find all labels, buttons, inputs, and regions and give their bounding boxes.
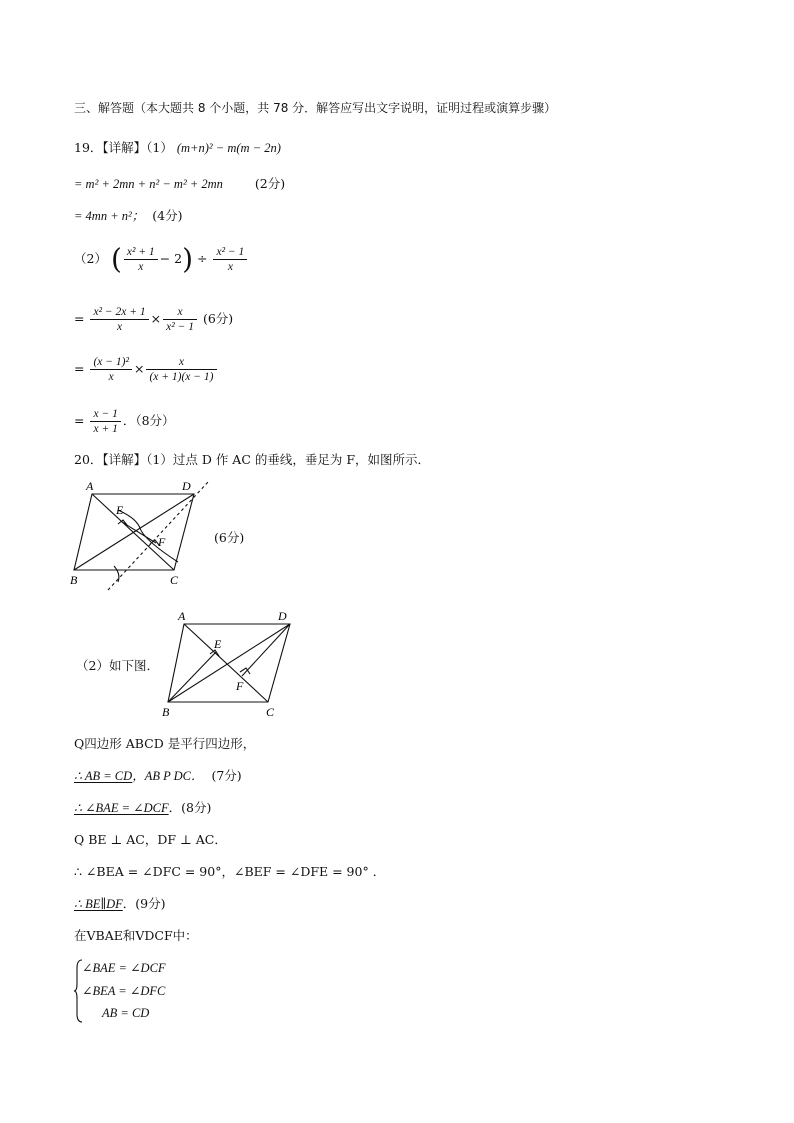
fig2-label-e: E bbox=[214, 637, 222, 651]
fig1-label-e: E bbox=[116, 503, 124, 517]
brace-row-2: ∠BEA = ∠DFC bbox=[82, 984, 166, 998]
q19-step2-line bbox=[74, 208, 182, 224]
q19-step2: = 4mn + n²； bbox=[74, 209, 145, 223]
fig1-label-d: D bbox=[182, 479, 191, 493]
fig2-label-c: C bbox=[266, 705, 275, 719]
q20-proof-6: ∴ BE∥DF．(9分) bbox=[74, 896, 166, 911]
q19-step1-line bbox=[74, 176, 285, 192]
fig1-label-c: C bbox=[170, 573, 179, 587]
q19-part2-line: （2） ( $\frac{\text{x² + 1}}{x}$ − 2) ÷ $\frac{\text{x² − 1}}{x}$ bbox=[74, 242, 249, 276]
figure-2-parallelogram bbox=[158, 606, 298, 722]
q19-expr1: (m+n)² − m(m − 2n) bbox=[176, 141, 281, 155]
frac-b: $\frac{\text{x² − 1}}{x}$ bbox=[213, 245, 247, 274]
q19-line bbox=[74, 140, 281, 156]
brace-row-1: ∠BAE = ∠DCF bbox=[82, 961, 166, 975]
q19-step3-line: = $\frac{\text{x² − 2x + 1}}{x}$ × $\frac{x}{\text{x² − 1}}$ (6分) bbox=[74, 306, 234, 333]
q19-step5-line: = $\frac{x - 1}{x + 1}$ ．（8分） bbox=[74, 408, 175, 435]
fig2-label-f: F bbox=[236, 679, 244, 693]
fig2-label-a: A bbox=[178, 609, 186, 623]
q19-part2-label: （2） bbox=[74, 251, 107, 266]
section-heading: 三、解答题（本大题共 8 个小题，共 78 分．解答应写出文字说明，证明过程或演算步骤） bbox=[74, 101, 557, 115]
fig1-score: (6分) bbox=[214, 530, 245, 545]
q19-label: 19．【详解】（1） bbox=[74, 140, 173, 155]
fig2-label-d: D bbox=[278, 609, 287, 623]
q19-step4-line: = $\frac{\text{(x − 1)²}}{x}$ × $\frac{x}{(x + 1)(x - 1)}$ bbox=[74, 352, 219, 386]
fig1-label-f: F bbox=[158, 535, 166, 549]
fig1-label-a: A bbox=[86, 479, 94, 493]
q20-proof-1: Q四边形 ABCD 是平行四边形， bbox=[74, 736, 256, 751]
frac-a: $\frac{\text{x² + 1}}{x}$ bbox=[124, 245, 158, 274]
q19-step1: = m² + 2mn + n² − m² + 2mn bbox=[74, 177, 223, 191]
q20-part2-label: （2）如下图． bbox=[76, 658, 159, 673]
q20-proof-5: ∴ ∠BEA = ∠DFC = 90°，∠BEF = ∠DFE = 90° ． bbox=[74, 864, 386, 879]
fig2-label-b: B bbox=[162, 705, 170, 719]
q19-score2: (4分) bbox=[152, 208, 183, 223]
q19-score1: (2分) bbox=[254, 176, 286, 191]
q19-score3: (6分) bbox=[202, 311, 234, 326]
q20-proof-7: 在VBAE和VDCF中： bbox=[74, 928, 198, 943]
figure-1-parallelogram bbox=[66, 478, 216, 598]
q19-score5: ．（8分） bbox=[122, 413, 175, 428]
fig1-label-b: B bbox=[70, 573, 78, 587]
q20-label: 20．【详解】（1）过点 D 作 AC 的垂线，垂足为 F，如图所示． bbox=[74, 452, 431, 467]
q20-proof-4: Q BE ⊥ AC，DF ⊥ AC． bbox=[74, 832, 227, 847]
brace-row-3: AB = CD bbox=[102, 1006, 150, 1020]
q20-proof-3: ∴ ∠BAE = ∠DCF．(8分) bbox=[74, 800, 212, 815]
q20-proof-2: ∴ AB = CD，AB P DC． (7分) bbox=[74, 768, 242, 783]
